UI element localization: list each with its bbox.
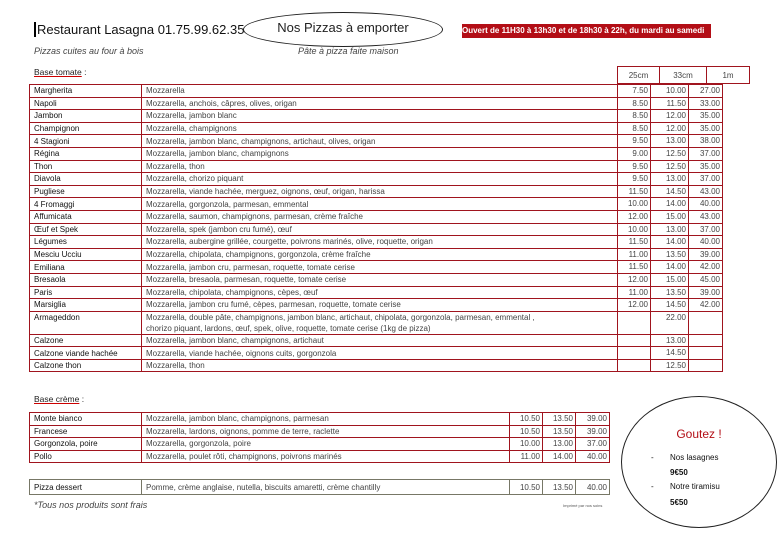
table-row — [30, 110, 723, 123]
section-colon: : — [79, 394, 85, 404]
price-1m: 40.00 — [576, 480, 610, 495]
price-33cm: 13.50 — [651, 248, 689, 261]
size-1m: 1m — [707, 67, 750, 84]
table-row — [30, 480, 610, 495]
ingredients-line: Mozzarella, champignons — [146, 124, 237, 134]
price-25cm: 10.00 — [618, 223, 651, 236]
price-33cm: 13.50 — [543, 413, 576, 426]
price-33cm: 12.50 — [651, 359, 689, 372]
ingredients-line: Mozzarella — [146, 86, 185, 96]
ingredients-line: Mozzarella, lardons, oignons, pomme de terre, raclette — [146, 426, 340, 436]
price-33cm: 14.00 — [543, 450, 576, 463]
ingredients-line: Mozzarella, viande hachée, oignons cuits, gorgonzola — [146, 348, 337, 358]
price-1m — [689, 334, 723, 347]
price-25cm: 11.50 — [618, 236, 651, 249]
price-1m: 43.00 — [689, 210, 723, 223]
table-row — [30, 248, 723, 261]
ingredients-line: Mozzarella, aubergine grillée, courgette, poivrons marinés, olive, roquette, origan — [146, 237, 433, 247]
price-1m: 37.00 — [689, 147, 723, 160]
pizza-ingredients — [142, 173, 618, 186]
pizza-name: Calzone viande hachée — [30, 347, 142, 360]
section-creme-heading — [34, 394, 84, 404]
price-1m — [689, 359, 723, 372]
pizza-ingredients — [142, 450, 510, 463]
price-25cm: 10.50 — [510, 480, 543, 495]
price-25cm: 9.00 — [618, 147, 651, 160]
pizza-ingredients — [142, 359, 618, 372]
ingredients-line: Mozzarella, jambon blanc, champignons, artichaut — [146, 335, 324, 345]
price-1m: 40.00 — [689, 236, 723, 249]
pizza-name: Œuf et Spek — [30, 223, 142, 236]
pizza-name: Pollo — [30, 450, 142, 463]
price-33cm: 12.00 — [651, 110, 689, 123]
pizza-name: Mesciu Ucciu — [30, 248, 142, 261]
pizza-ingredients — [142, 147, 618, 160]
pizza-ingredients — [142, 122, 618, 135]
creme-pizza-table — [29, 412, 610, 463]
table-row — [30, 438, 610, 451]
price-1m: 43.00 — [689, 185, 723, 198]
ingredients-line: Mozzarella, chipolata, champignons, cèpes, œuf — [146, 287, 318, 297]
ingredients-line: Mozzarella, gorgonzola, parmesan, emmental — [146, 199, 309, 209]
promo-item-lasagnes: Nos lasagnes — [670, 453, 719, 462]
ingredients-line: Mozzarella, jambon cru fumé, cèpes, parmesan, roquette, tomate cerise — [146, 300, 401, 310]
table-row — [30, 210, 723, 223]
price-1m: 39.00 — [689, 286, 723, 299]
restaurant-title: Restaurant Lasagna 01.75.99.62.35 — [34, 22, 244, 37]
price-25cm — [618, 311, 651, 334]
ingredients-line: Mozzarella, anchois, câpres, olives, origan — [146, 98, 297, 108]
pizza-name: Régina — [30, 147, 142, 160]
price-33cm: 13.00 — [651, 135, 689, 148]
pizza-name: Champignon — [30, 122, 142, 135]
pizza-name: Bresaola — [30, 273, 142, 286]
price-25cm: 11.50 — [618, 185, 651, 198]
ingredients-line: Mozzarella, gorgonzola, poire — [146, 439, 251, 449]
table-row — [30, 97, 723, 110]
table-row — [30, 236, 723, 249]
table-row — [30, 261, 723, 274]
price-25cm: 11.00 — [618, 286, 651, 299]
price-1m: 35.00 — [689, 110, 723, 123]
price-1m — [689, 347, 723, 360]
ingredients-line: Mozzarella, thon — [146, 361, 205, 371]
ingredients-line: Mozzarella, chipolata, champignons, gorgonzola, crème fraîche — [146, 250, 371, 260]
section-label: Base crème — [34, 394, 80, 404]
pizza-name: Paris — [30, 286, 142, 299]
section-label: Base tomate — [34, 67, 82, 77]
price-1m: 37.00 — [689, 223, 723, 236]
price-33cm: 15.00 — [651, 210, 689, 223]
price-25cm — [618, 334, 651, 347]
price-1m: 39.00 — [689, 248, 723, 261]
price-25cm: 8.50 — [618, 110, 651, 123]
ingredients-line: Mozzarella, thon — [146, 161, 205, 171]
pizza-name: Pugliese — [30, 185, 142, 198]
price-25cm: 11.50 — [618, 261, 651, 274]
price-33cm: 14.50 — [651, 185, 689, 198]
table-row — [30, 347, 723, 360]
promo-circle — [621, 396, 777, 528]
pizza-ingredients — [142, 299, 618, 312]
price-25cm — [618, 347, 651, 360]
price-1m: 45.00 — [689, 273, 723, 286]
pizza-ingredients: Pomme, crème anglaise, nutella, biscuits amaretti, crème chantilly — [142, 480, 510, 495]
pizza-ingredients — [142, 286, 618, 299]
pizza-name: Monte bianco — [30, 413, 142, 426]
ingredients-line: Mozzarella, spek (jambon cru fumé), œuf — [146, 224, 292, 234]
pizza-name: Armageddon — [30, 311, 142, 334]
table-row — [30, 85, 723, 98]
pizza-name: Pizza dessert — [30, 480, 142, 495]
price-33cm: 14.50 — [651, 299, 689, 312]
pizza-name: Marsiglia — [30, 299, 142, 312]
price-25cm: 7.50 — [618, 85, 651, 98]
pizza-name: Emiliana — [30, 261, 142, 274]
size-33cm: 33cm — [660, 67, 707, 84]
price-1m: 37.00 — [689, 173, 723, 186]
price-33cm: 14.00 — [651, 261, 689, 274]
pizza-name: Affumicata — [30, 210, 142, 223]
price-33cm: 12.50 — [651, 160, 689, 173]
price-25cm: 9.50 — [618, 135, 651, 148]
bullet: - — [651, 482, 654, 491]
promo-item-tiramisu: Notre tiramisu — [670, 482, 720, 491]
pizza-ingredients — [142, 311, 618, 334]
price-25cm: 11.00 — [510, 450, 543, 463]
price-25cm: 9.50 — [618, 173, 651, 186]
promo-price-tiramisu: 5€50 — [670, 498, 688, 507]
pizza-name: Margherita — [30, 85, 142, 98]
price-33cm: 13.50 — [543, 425, 576, 438]
promo-price-lasagnes: 9€50 — [670, 468, 688, 477]
price-33cm: 14.00 — [651, 198, 689, 211]
price-33cm: 13.50 — [543, 480, 576, 495]
price-33cm: 13.00 — [651, 334, 689, 347]
opening-hours-banner: Ouvert de 11H30 à 13h30 et de 18h30 à 22h, du mardi au samedi — [462, 24, 711, 38]
pizza-ingredients — [142, 135, 618, 148]
price-25cm: 8.50 — [618, 122, 651, 135]
price-1m: 40.00 — [689, 198, 723, 211]
pizza-ingredients — [142, 438, 510, 451]
pizza-name: Gorgonzola, poire — [30, 438, 142, 451]
pizza-ingredients — [142, 110, 618, 123]
pizza-name: 4 Fromaggi — [30, 198, 142, 211]
table-row — [30, 413, 610, 426]
dessert-pizza-table — [29, 479, 610, 495]
ingredients-line: Mozzarella, jambon blanc — [146, 111, 237, 121]
pizza-name: Calzone thon — [30, 359, 142, 372]
price-33cm: 13.00 — [651, 223, 689, 236]
price-1m: 33.00 — [689, 97, 723, 110]
ingredients-line: Mozzarella, double pâte, champignons, jambon blanc, artichaut, chipolata, gorgonzola, parmesan, emmental , — [146, 312, 535, 322]
ingredients-line: Mozzarella, viande hachée, merguez, oignons, œuf, origan, harissa — [146, 187, 385, 197]
ingredients-line: Mozzarella, poulet rôti, champignons, poivrons marinés — [146, 452, 342, 462]
ingredients-line-2: chorizo piquant, lardons, œuf, spek, olive, roquette, tomate cerise (1kg de pizza) — [146, 323, 431, 333]
price-33cm: 22.00 — [651, 311, 689, 334]
price-1m: 39.00 — [576, 425, 610, 438]
pizza-ingredients — [142, 185, 618, 198]
price-33cm: 10.00 — [651, 85, 689, 98]
pizza-name: Calzone — [30, 334, 142, 347]
subtitle-wood-oven: Pizzas cuites au four à bois — [34, 46, 144, 56]
price-1m — [689, 311, 723, 334]
price-25cm: 12.00 — [618, 210, 651, 223]
table-row — [30, 223, 723, 236]
price-33cm: 13.00 — [543, 438, 576, 451]
price-25cm: 10.50 — [510, 413, 543, 426]
price-33cm: 12.50 — [651, 147, 689, 160]
price-33cm: 12.00 — [651, 122, 689, 135]
table-row — [30, 135, 723, 148]
price-1m: 35.00 — [689, 122, 723, 135]
table-row — [30, 198, 723, 211]
printed-note: Imprimé par nos soins — [563, 503, 603, 508]
price-25cm: 10.00 — [618, 198, 651, 211]
price-33cm: 15.00 — [651, 273, 689, 286]
pizza-ingredients — [142, 85, 618, 98]
fresh-products-note: *Tous nos produits sont frais — [34, 500, 148, 510]
pizza-ingredients — [142, 425, 510, 438]
price-1m: 42.00 — [689, 299, 723, 312]
pizza-name: Diavola — [30, 173, 142, 186]
table-row — [30, 122, 723, 135]
pizza-ingredients — [142, 97, 618, 110]
pizza-ingredients — [142, 198, 618, 211]
ingredients-line: Mozzarella, chorizo piquant — [146, 174, 244, 184]
pizza-ingredients — [142, 210, 618, 223]
price-25cm: 10.50 — [510, 425, 543, 438]
ingredients-line: Mozzarella, bresaola, parmesan, roquette, tomate cerise — [146, 275, 347, 285]
pizza-ingredients — [142, 334, 618, 347]
pizza-name: 4 Stagioni — [30, 135, 142, 148]
table-row — [30, 334, 723, 347]
price-1m: 42.00 — [689, 261, 723, 274]
table-row — [30, 425, 610, 438]
pizza-ingredients — [142, 347, 618, 360]
price-25cm: 11.00 — [618, 248, 651, 261]
pizza-name: Jambon — [30, 110, 142, 123]
table-row — [30, 359, 723, 372]
price-25cm: 9.50 — [618, 160, 651, 173]
pizza-ingredients — [142, 273, 618, 286]
table-row — [30, 286, 723, 299]
subtitle-dough: Pâte à pizza faite maison — [298, 46, 399, 56]
pizza-ingredients — [142, 160, 618, 173]
table-row — [30, 160, 723, 173]
pizza-ingredients — [142, 413, 510, 426]
ingredients-line: Mozzarella, jambon blanc, champignons, artichaut, olives, origan — [146, 136, 376, 146]
size-25cm: 25cm — [618, 67, 660, 84]
pizza-name: Francese — [30, 425, 142, 438]
size-header — [617, 66, 750, 84]
price-33cm: 11.50 — [651, 97, 689, 110]
price-33cm: 13.50 — [651, 286, 689, 299]
table-row — [30, 450, 610, 463]
table-row — [30, 147, 723, 160]
price-33cm: 14.00 — [651, 236, 689, 249]
table-row — [30, 299, 723, 312]
ingredients-line: Mozzarella, jambon blanc, champignons — [146, 149, 289, 159]
promo-title: Goutez ! — [676, 427, 722, 441]
price-25cm: 12.00 — [618, 299, 651, 312]
price-1m: 40.00 — [576, 450, 610, 463]
price-1m: 27.00 — [689, 85, 723, 98]
pizza-name: Légumes — [30, 236, 142, 249]
pizza-ingredients — [142, 236, 618, 249]
price-33cm: 14.50 — [651, 347, 689, 360]
price-25cm: 8.50 — [618, 97, 651, 110]
ingredients-line: Mozzarella, jambon blanc, champignons, parmesan — [146, 414, 329, 424]
section-tomate-heading — [34, 67, 86, 77]
price-25cm — [618, 359, 651, 372]
price-1m: 37.00 — [576, 438, 610, 451]
price-25cm: 12.00 — [618, 273, 651, 286]
price-33cm: 13.00 — [651, 173, 689, 186]
ingredients-line: Mozzarella, jambon cru, parmesan, roquette, tomate cerise — [146, 262, 355, 272]
takeaway-oval: Nos Pizzas à emporter — [243, 12, 443, 47]
pizza-ingredients — [142, 248, 618, 261]
pizza-ingredients — [142, 261, 618, 274]
pizza-name: Napoli — [30, 97, 142, 110]
bullet: - — [651, 453, 654, 462]
pizza-ingredients — [142, 223, 618, 236]
ingredients-line: Mozzarella, saumon, champignons, parmesan, crème fraîche — [146, 212, 363, 222]
tomate-pizza-table — [29, 84, 723, 372]
table-row — [30, 273, 723, 286]
section-colon: : — [81, 67, 87, 77]
price-1m: 38.00 — [689, 135, 723, 148]
price-1m: 39.00 — [576, 413, 610, 426]
pizza-name: Thon — [30, 160, 142, 173]
table-row — [30, 185, 723, 198]
price-25cm: 10.00 — [510, 438, 543, 451]
table-row — [30, 173, 723, 186]
price-1m: 35.00 — [689, 160, 723, 173]
table-row — [30, 311, 723, 334]
